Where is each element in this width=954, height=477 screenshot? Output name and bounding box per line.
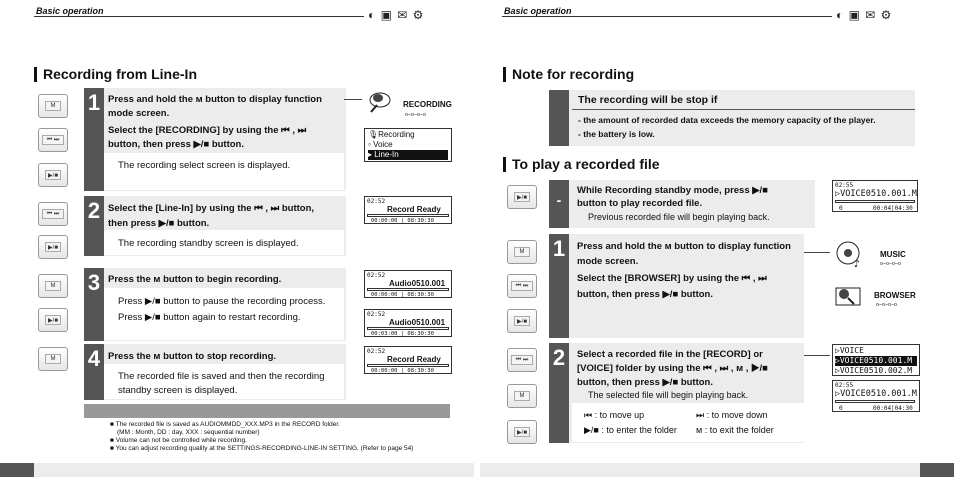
header-label: Basic operation [36,6,104,16]
record-ready-screen: 02:52 Record Ready 00:00:00 | 08:30:30 [364,346,452,374]
note-line1: - the amount of recorded data exceeds the memory capacity of the player. [578,115,876,125]
footnote: (MM : Month, DD : day, XXX : sequential number) [117,429,260,436]
step-number: 2 [549,343,569,443]
header-icons: ◐ ▣ ✉ ⚙ [836,8,893,22]
step-3-line1: Press the ᴍ button to begin recording. [108,274,282,285]
svg-text:♪: ♪ [854,259,861,269]
prev-next-button-icon: ⏮ ⏭ [38,202,68,226]
folder-icon [834,280,864,310]
pre-step-line2: button to play recorded file. [577,198,703,209]
step-1-line1: Press and hold the ᴍ button to display function [577,241,791,252]
step-1-line4: button, then press ▶/■ button. [577,289,714,300]
voice-play-screen: 02:55 ▷VOICE0510.001.M 0 00:04|04:30 [832,180,918,212]
recording-screen: RECORDING o—o—o—o [363,86,451,122]
audio-recording-screen: 02:52 Audio0510.001 00:03:00 | 08:30:30 [364,309,452,337]
step-1-line4: button, then press ▶/■ button. [108,139,245,150]
step-number: 1 [549,234,569,338]
step-2-line2: [VOICE] folder by using the ⏮ , ⏭ , ᴍ , ▶/■ [577,363,768,374]
step-2-line1: Select a recorded file in the [RECORD] or [577,349,763,360]
page-tab [920,463,954,477]
note-head: The recording will be stop if [578,94,718,106]
footnote-bar [84,404,450,418]
step-3-desc2: Press ▶/■ button again to restart recording. [118,312,301,323]
footnote: ■ The recorded file is saved as AUDIOMMDD_XXX.MP3 in the RECORD folder. [110,421,340,428]
voice-play-screen: 02:55 ▷VOICE0510.001.M 0 00:04|04:30 [832,380,920,412]
play-title: To play a recorded file [503,157,660,172]
step-number: - [549,180,569,228]
m-button-icon: M [38,94,68,118]
note-line2: - the battery is low. [578,129,655,139]
footnote: ■ Volume can not be controlled while recording. [110,437,247,444]
section-title: Recording from Line-In [34,67,197,82]
microphone-icon [365,88,395,118]
browser-screen: BROWSER o—o—o—o [832,278,920,312]
page-tab [0,463,34,477]
header-icons: ◐ ▣ ✉ ⚙ [368,8,425,22]
m-button-icon: M [507,240,537,264]
recording-menu-screen: 🎙Recording ▫ Voice ▸ Line-In [364,128,452,162]
step-1-desc: The recording select screen is displayed. [118,160,291,171]
step-4-line1: Press the ᴍ button to stop recording. [108,351,277,362]
step-1-line2: mode screen. [577,256,639,267]
header-rule [34,16,364,17]
note-marker [549,90,569,146]
step-number: 3 [84,268,104,341]
pre-step-desc: Previous recorded file will begin playing back. [588,212,770,222]
step-1-line1: Press and hold the ᴍ button to display function [108,94,322,105]
key-move-down: ⏭ : to move down [696,410,768,420]
prev-next-button-icon: ⏮ ⏭ [507,348,537,372]
step-3-desc1: Press ▶/■ button to pause the recording process. [118,296,326,307]
page-bottom-bar [34,463,474,477]
footnote: ■ You can adjust recording quality at the SETTINGS-RECORDING-LINE-IN SETTING. (Refer to page 54) [110,445,414,452]
step-2-desc: The recording standby screen is displayed. [118,238,299,249]
header-rule [502,16,832,17]
step-1-line2: mode screen. [108,108,170,119]
music-screen: ♪ MUSIC o—o—o—o [832,237,920,271]
prev-next-button-icon: ⏮ ⏭ [507,274,537,298]
step-4-desc1: The recorded file is saved and then the recording [118,371,325,382]
m-button-icon: M [38,347,68,371]
page-bottom-bar [480,463,920,477]
step-2-desc: The selected file will begin playing back. [588,390,749,400]
step-number: 4 [84,344,104,400]
play-button-icon: ▶/■ [507,420,537,444]
step-2-line2: then press ▶/■ button. [108,218,210,229]
step-4-desc2: standby screen is displayed. [118,385,238,396]
m-button-icon: M [38,274,68,298]
key-enter-folder: ▶/■ : to enter the folder [584,425,677,435]
step-1-line3: Select the [RECORDING] by using the ⏮ , ⏭ [108,125,307,136]
step-number: 1 [84,88,104,191]
step-2-line1: Select the [Line-In] by using the ⏮ , ⏭ button, [108,203,315,214]
step-2-line3: button, then press ▶/■ button. [577,377,714,388]
record-ready-screen: 02:52 Record Ready 00:00:00 | 08:30:30 [364,196,452,224]
music-disc-icon [834,239,864,269]
play-button-icon: ▶/■ [507,185,537,209]
header-label: Basic operation [504,6,572,16]
pre-step-line1: While Recording standby mode, press ▶/■ [577,185,768,196]
audio-recording-screen: 02:52 Audio0510.001 00:00:00 | 08:30:30 [364,270,452,298]
play-button-icon: ▶/■ [507,309,537,333]
key-exit-folder: ᴍ : to exit the folder [696,425,774,435]
step-1-line3: Select the [BROWSER] by using the ⏮ , ⏭ [577,273,767,284]
prev-next-button-icon: ⏮ ⏭ [38,128,68,152]
play-button-icon: ▶/■ [38,308,68,332]
key-move-up: ⏮ : to move up [584,410,645,420]
play-button-icon: ▶/■ [38,163,68,187]
note-title: Note for recording [503,67,634,82]
m-button-icon: M [507,384,537,408]
play-button-icon: ▶/■ [38,235,68,259]
file-list-screen: ▷VOICE ▷VOICE0510.001.M ▷VOICE0510.002.M [832,344,920,376]
step-number: 2 [84,196,104,256]
